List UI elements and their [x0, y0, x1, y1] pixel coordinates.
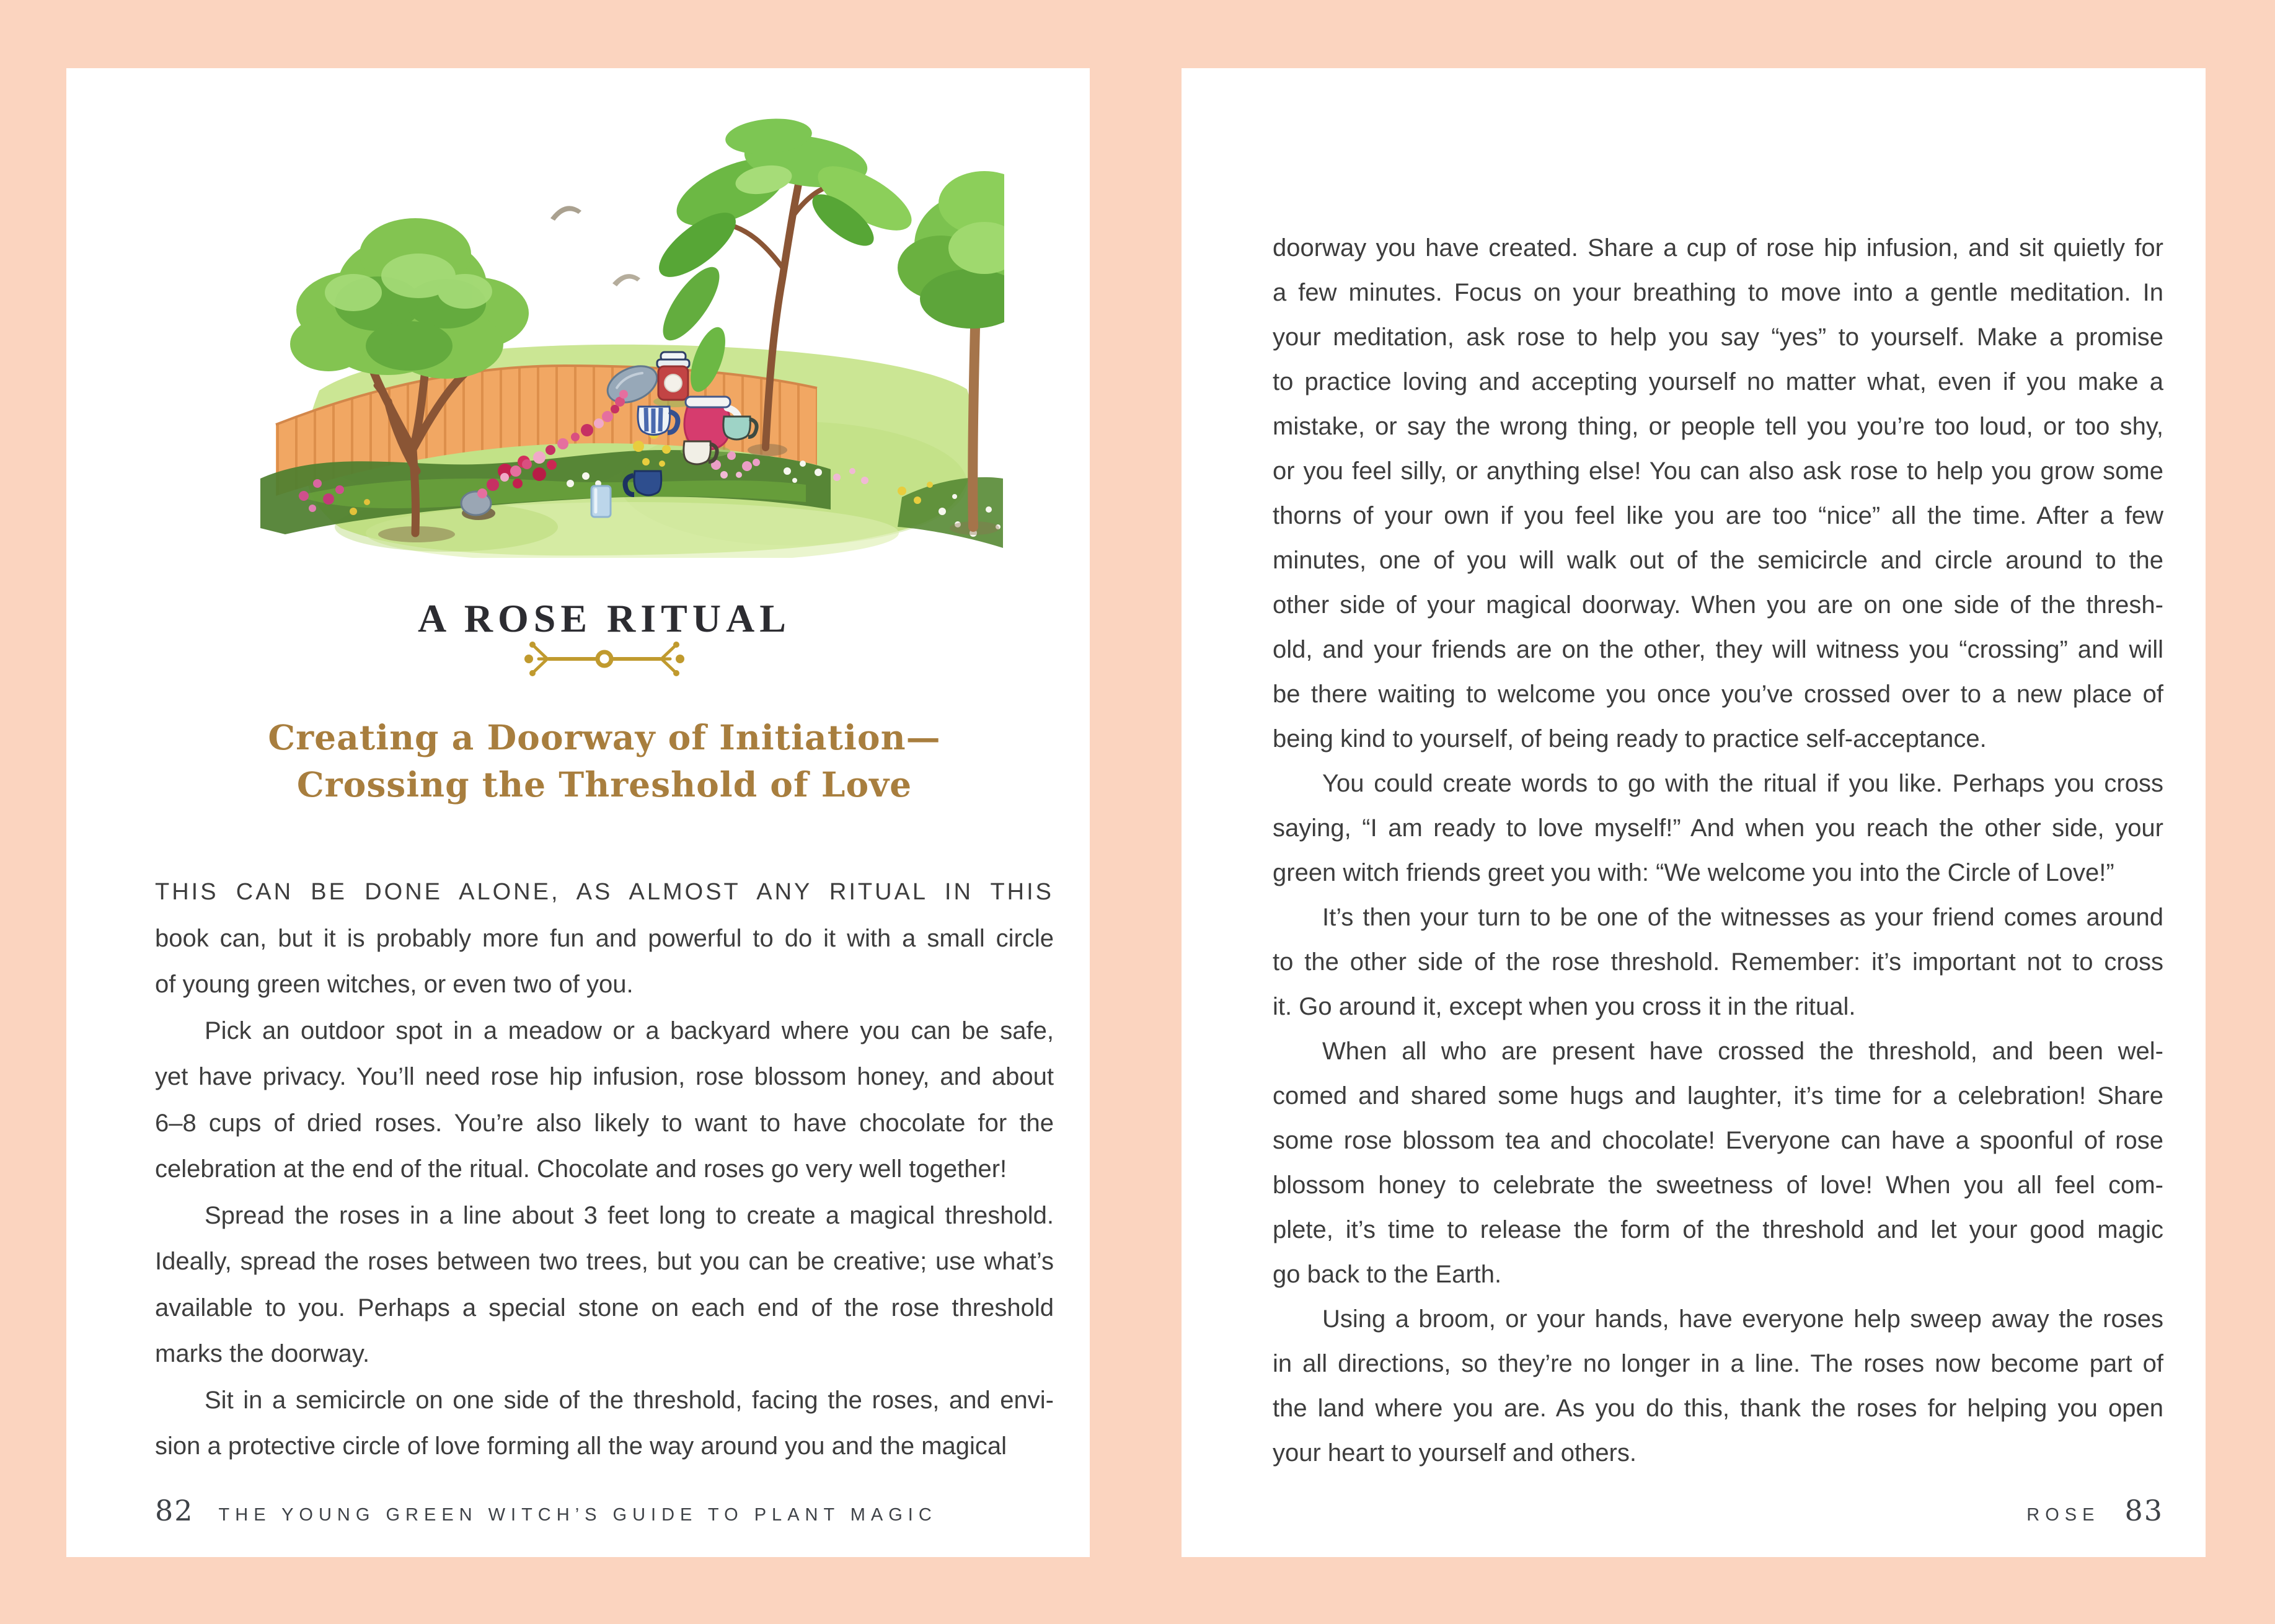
body-line: go back to the Earth.	[1273, 1261, 1502, 1288]
body-line: available to you. Perhaps a special stone on each end of the rose threshold	[155, 1294, 1054, 1322]
glass	[591, 486, 611, 517]
body-line: THIS CAN BE DONE ALONE, AS ALMOST ANY RITUAL IN THIS	[155, 879, 1054, 905]
body-line: celebration at the end of the ritual. Chocolate and roses go very well together!	[155, 1155, 1007, 1183]
body-line: Using a broom, or your hands, have everyone help sweep away the roses	[1322, 1305, 2163, 1333]
divider-ornament-icon	[524, 637, 685, 681]
body-line: it. Go around it, except when you cross it in the ritual.	[1273, 993, 1856, 1020]
body-line: to the other side of the rose threshold. Remember: it’s important not to cross	[1273, 948, 2163, 976]
body-line: marks the doorway.	[155, 1340, 370, 1367]
canister	[657, 352, 689, 400]
body-line: the land where you are. As you do this, thank the roses for helping you open	[1273, 1395, 2163, 1422]
paragraph	[1273, 1297, 2163, 1475]
paragraph	[1273, 761, 2163, 895]
body-line: your meditation, ask rose to help you say “yes” to yourself. Make a promise	[1273, 324, 2163, 351]
body-line: some rose blossom tea and chocolate! Everyone can have a spoonful of rose	[1273, 1127, 2163, 1154]
garden-illustration	[260, 99, 1004, 558]
paragraph	[155, 1193, 1054, 1377]
section-subtitle	[155, 714, 1054, 808]
body-line: other side of your magical doorway. When you are on one side of the thresh-	[1273, 591, 2163, 619]
body-line: or you feel silly, or anything else! You can also ask rose to help you grow some	[1273, 457, 2163, 485]
right-footer	[2026, 1494, 2163, 1527]
running-chapter-title: ROSE	[2026, 1505, 2100, 1525]
body-line: 6–8 cups of dried roses. You’re also likely to want to have chocolate for the	[155, 1109, 1054, 1137]
body-line: You could create words to go with the ritual if you like. Perhaps you cross	[1322, 770, 2163, 797]
body-line: blossom honey to celebrate the sweetness of love! When you all feel com-	[1273, 1172, 2163, 1199]
subtitle-line-1: Creating a Doorway of Initiation—	[268, 717, 941, 757]
paragraph	[1273, 895, 2163, 1029]
page-title: A ROSE RITUAL	[418, 596, 791, 640]
body-line: book can, but it is probably more fun and powerful to do it with a small circle	[155, 924, 1054, 952]
body-line: green witch friends greet you with: “We welcome you into the Circle of Love!”	[1273, 859, 2114, 886]
body-line: Spread the roses in a line about 3 feet long to create a magical threshold.	[205, 1201, 1054, 1229]
page-number: 83	[2124, 1494, 2163, 1527]
right-body-text	[1273, 226, 2163, 1475]
paragraph	[155, 869, 1054, 1008]
paragraph	[155, 1008, 1054, 1193]
body-line: minutes, one of you will walk out of the semicircle and circle around to the	[1273, 547, 2163, 574]
body-line: to practice loving and accepting yourself no matter what, even if you make a	[1273, 368, 2163, 395]
body-line: comed and shared some hugs and laughter, it’s time for a celebration! Share	[1273, 1082, 2163, 1110]
body-line: be there waiting to welcome you once you’ve crossed over to a new place of	[1273, 681, 2163, 708]
body-line: saying, “I am ready to love myself!” And when you reach the other side, your	[1273, 814, 2163, 842]
body-line: Ideally, spread the roses between two trees, but you can be creative; use what’s	[155, 1248, 1054, 1275]
body-line: mistake, or say the wrong thing, or people tell you you’re too loud, or too shy,	[1273, 413, 2163, 440]
paragraph	[1273, 1029, 2163, 1297]
paragraph	[155, 1377, 1054, 1470]
paragraph	[1273, 226, 2163, 761]
body-line: of young green witches, or even two of you.	[155, 971, 634, 998]
body-line: old, and your friends are on the other, they will witness you “crossing” and will	[1273, 636, 2163, 663]
left-page	[66, 68, 1090, 1557]
body-line: plete, it’s time to release the form of the threshold and let your good magic	[1273, 1216, 2163, 1243]
body-line: yet have privacy. You’ll need rose hip infusion, rose blossom honey, and about	[155, 1063, 1054, 1090]
right-page	[1182, 68, 2206, 1557]
page-number: 82	[155, 1494, 194, 1527]
body-line: thorns of your own if you feel like you are too “nice” all the time. After a few	[1273, 502, 2163, 529]
left-footer	[155, 1494, 937, 1527]
body-line: in all directions, so they’re no longer in a line. The roses now become part of	[1273, 1350, 2163, 1377]
body-line: It’s then your turn to be one of the witnesses as your friend comes around	[1322, 904, 2163, 931]
subtitle-line-2: Crossing the Threshold of Love	[296, 764, 912, 805]
body-line: doorway you have created. Share a cup of rose hip infusion, and sit quietly for	[1273, 234, 2163, 262]
bird-icon	[550, 206, 640, 286]
left-body-text	[155, 869, 1054, 1470]
body-line: Pick an outdoor spot in a meadow or a backyard where you can be safe,	[205, 1017, 1054, 1044]
body-line: being kind to yourself, of being ready to practice self-acceptance.	[1273, 725, 1987, 752]
body-line: your heart to yourself and others.	[1273, 1439, 1637, 1467]
body-line: Sit in a semicircle on one side of the threshold, facing the roses, and envi-	[205, 1386, 1054, 1414]
running-book-title: THE YOUNG GREEN WITCH’S GUIDE TO PLANT MAGIC	[218, 1505, 937, 1525]
body-line: a few minutes. Focus on your breathing to move into a gentle meditation. In	[1273, 279, 2163, 306]
body-line: When all who are present have crossed the threshold, and been wel-	[1322, 1038, 2163, 1065]
body-line: sion a protective circle of love forming all the way around you and the magical	[155, 1432, 1007, 1460]
